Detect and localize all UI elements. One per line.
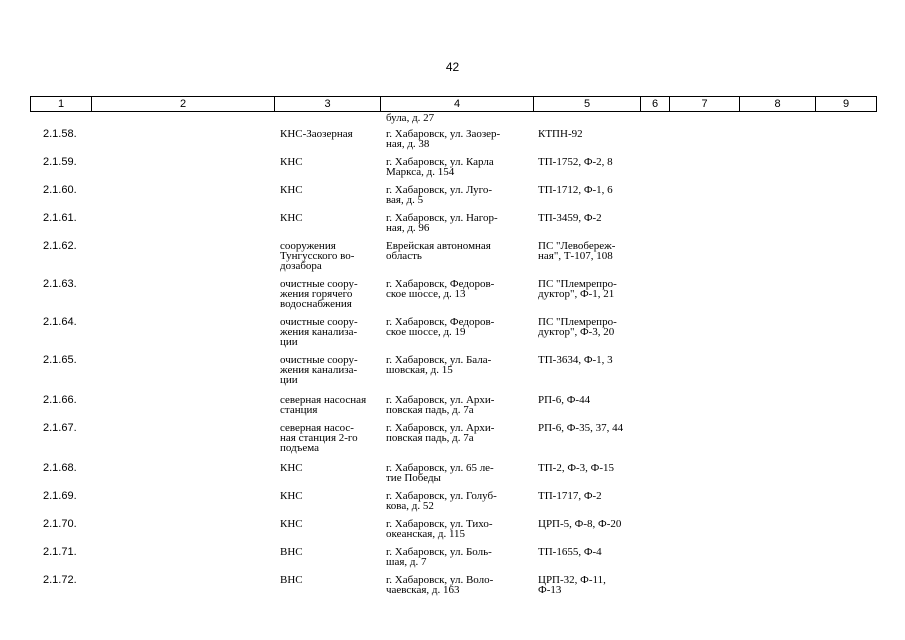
row-number: 2.1.63. [43,278,77,290]
power-source-line: ТП-1712, Ф-1, 6 [538,184,613,196]
facility-name-line: ции [280,336,298,348]
facility-address [386,241,532,261]
page-number: 42 [445,60,460,74]
facility-address [386,213,532,233]
power-source-line: ТП-1752, Ф-2, 8 [538,156,613,168]
facility-name [280,547,382,557]
facility-address-line: ная, д. 96 [386,222,430,234]
facility-address [386,185,532,205]
facility-address-line: г. Хабаровск, ул. Луго- [386,184,493,196]
power-source-line: ТП-2, Ф-3, Ф-15 [538,462,615,474]
facility-address-line: г. Хабаровск, ул. Архи- [386,394,495,406]
row-number: 2.1.59. [43,156,77,168]
facility-address-line: г. Хабаровск, ул. Тихо- [386,518,493,530]
power-source [538,423,646,433]
row-number: 2.1.69. [43,490,77,502]
facility-address [386,491,532,511]
facility-name-line: КНС [280,212,303,224]
column-header: 3 [275,97,381,112]
power-source-line: ЦРП-5, Ф-8, Ф-20 [538,518,622,530]
facility-address [386,279,532,299]
column-header: 2 [92,97,275,112]
facility-address-line: г. Хабаровск, Федоров- [386,316,495,328]
facility-name [280,279,382,309]
column-header-row [31,97,877,112]
power-source [538,491,646,501]
facility-name [280,519,382,529]
facility-name-line: КНС [280,518,303,530]
table-row [0,241,905,281]
facility-address [386,129,532,149]
facility-address-line: ское шоссе, д. 13 [386,288,466,300]
power-source [538,317,646,337]
facility-name-line: сооружения [280,240,336,252]
table-row [0,575,905,615]
facility-name-line: водоснабжения [280,298,352,310]
power-source [538,185,646,195]
facility-address-line: шая, д. 7 [386,556,427,568]
facility-name-line: северная насосная [280,394,367,406]
facility-name [280,395,382,415]
facility-address [386,157,532,177]
column-header: 6 [641,97,670,112]
power-source-line: Ф-13 [538,584,562,596]
facility-address-line: г. Хабаровск, ул. Боль- [386,546,492,558]
facility-name-line: жения горячего [280,288,353,300]
facility-address-line: шовская, д. 15 [386,364,453,376]
facility-name-line: Тунгусского во- [280,250,355,262]
facility-address-line: повская падь, д. 7а [386,432,474,444]
power-source [538,213,646,223]
facility-name [280,575,382,585]
power-source [538,463,646,473]
facility-address-line: тие Победы [386,472,441,484]
power-source [538,547,646,557]
facility-name [280,463,382,473]
power-source-line: ПС "Левобереж- [538,240,616,252]
power-source [538,355,646,365]
power-source-line: дуктор", Ф-1, 21 [538,288,615,300]
facility-address-line: г. Хабаровск, ул. Бала- [386,354,492,366]
facility-name [280,241,382,271]
row-number: 2.1.64. [43,316,77,328]
facility-name-line: ВНС [280,574,303,586]
power-source-line: дуктор", Ф-3, 20 [538,326,615,338]
continued-address [386,113,526,123]
facility-address-line: г. Хабаровск, ул. Карла [386,156,494,168]
facility-name [280,423,382,453]
facility-name [280,157,382,167]
row-number: 2.1.65. [43,354,77,366]
column-header: 8 [740,97,816,112]
facility-address-line: область [386,250,422,262]
row-number: 2.1.60. [43,184,77,196]
facility-address-line: океанская, д. 115 [386,528,466,540]
power-source [538,395,646,405]
power-source-line: ПС "Племрепро- [538,316,617,328]
facility-name-line: очистные соору- [280,278,358,290]
power-source [538,157,646,167]
facility-address-line: ское шоссе, д. 19 [386,326,466,338]
facility-name [280,355,382,385]
power-source-line: РП-6, Ф-44 [538,394,591,406]
facility-name-line: станция [280,404,318,416]
column-header-table [30,96,877,112]
power-source-line: ПС "Племрепро- [538,278,617,290]
power-source [538,575,646,595]
power-source [538,279,646,299]
power-source-line: КТПН-92 [538,128,583,140]
facility-address-line: г. Хабаровск, ул. 65 ле- [386,462,494,474]
column-header: 9 [816,97,877,112]
facility-address-line: г. Хабаровск, ул. Голуб- [386,490,497,502]
facility-name-line: КНС [280,462,303,474]
facility-name-line: северная насос- [280,422,354,434]
facility-address [386,355,532,375]
table-row [0,317,905,357]
row-number: 2.1.62. [43,240,77,252]
power-source-line: ТП-3634, Ф-1, 3 [538,354,613,366]
power-source-line: ТП-1717, Ф-2 [538,490,602,502]
facility-address [386,317,532,337]
power-source-line: ная", Т-107, 108 [538,250,613,262]
column-header: 1 [31,97,92,112]
facility-address-line: ная, д. 38 [386,138,430,150]
power-source [538,241,646,261]
facility-name-line: жения канализа- [280,326,358,338]
power-source-line: ТП-1655, Ф-4 [538,546,602,558]
power-source-line: РП-6, Ф-35, 37, 44 [538,422,624,434]
facility-address-line: Еврейская автономная [386,240,491,252]
facility-address-line: кова, д. 52 [386,500,434,512]
facility-address-line: г. Хабаровск, ул. Архи- [386,422,495,434]
facility-name-line: КНС [280,156,303,168]
row-number: 2.1.70. [43,518,77,530]
column-header: 5 [534,97,641,112]
table-row [0,355,905,395]
facility-name-line: КНС [280,184,303,196]
facility-address [386,547,532,567]
facility-name-line: жения канализа- [280,364,358,376]
facility-name-line: ВНС [280,546,303,558]
facility-name-line: ции [280,374,298,386]
facility-address [386,423,532,443]
facility-name [280,213,382,223]
row-number: 2.1.68. [43,462,77,474]
facility-name [280,317,382,347]
row-number: 2.1.67. [43,422,77,434]
facility-name-line: подъема [280,442,320,454]
facility-name [280,185,382,195]
facility-address-line: г. Хабаровск, ул. Заозер- [386,128,501,140]
facility-name-line: КНС-Заозерная [280,128,353,140]
facility-address [386,519,532,539]
facility-name-line: очистные соору- [280,316,358,328]
continued-address-line: була, д. 27 [386,112,435,124]
row-number: 2.1.72. [43,574,77,586]
row-number: 2.1.66. [43,394,77,406]
facility-name-line: ная станция 2-го [280,432,358,444]
power-source-line: ТП-3459, Ф-2 [538,212,602,224]
facility-address-line: вая, д. 5 [386,194,424,206]
facility-name-line: очистные соору- [280,354,358,366]
facility-name [280,491,382,501]
row-number: 2.1.71. [43,546,77,558]
facility-address-line: Маркса, д. 154 [386,166,455,178]
facility-address-line: г. Хабаровск, ул. Нагор- [386,212,498,224]
table-row [0,423,905,463]
power-source [538,129,646,139]
column-header: 7 [670,97,740,112]
table-row [0,279,905,319]
power-source [538,519,646,529]
facility-name [280,129,382,139]
power-source-line: ЦРП-32, Ф-11, [538,574,606,586]
column-header: 4 [381,97,534,112]
facility-address-line: повская падь, д. 7а [386,404,474,416]
facility-address [386,395,532,415]
facility-name-line: дозабора [280,260,322,272]
facility-name-line: КНС [280,490,303,502]
facility-address-line: чаевская, д. 163 [386,584,460,596]
facility-address-line: г. Хабаровск, ул. Воло- [386,574,494,586]
row-number: 2.1.58. [43,128,77,140]
facility-address [386,575,532,595]
facility-address [386,463,532,483]
facility-address-line: г. Хабаровск, Федоров- [386,278,495,290]
row-number: 2.1.61. [43,212,77,224]
